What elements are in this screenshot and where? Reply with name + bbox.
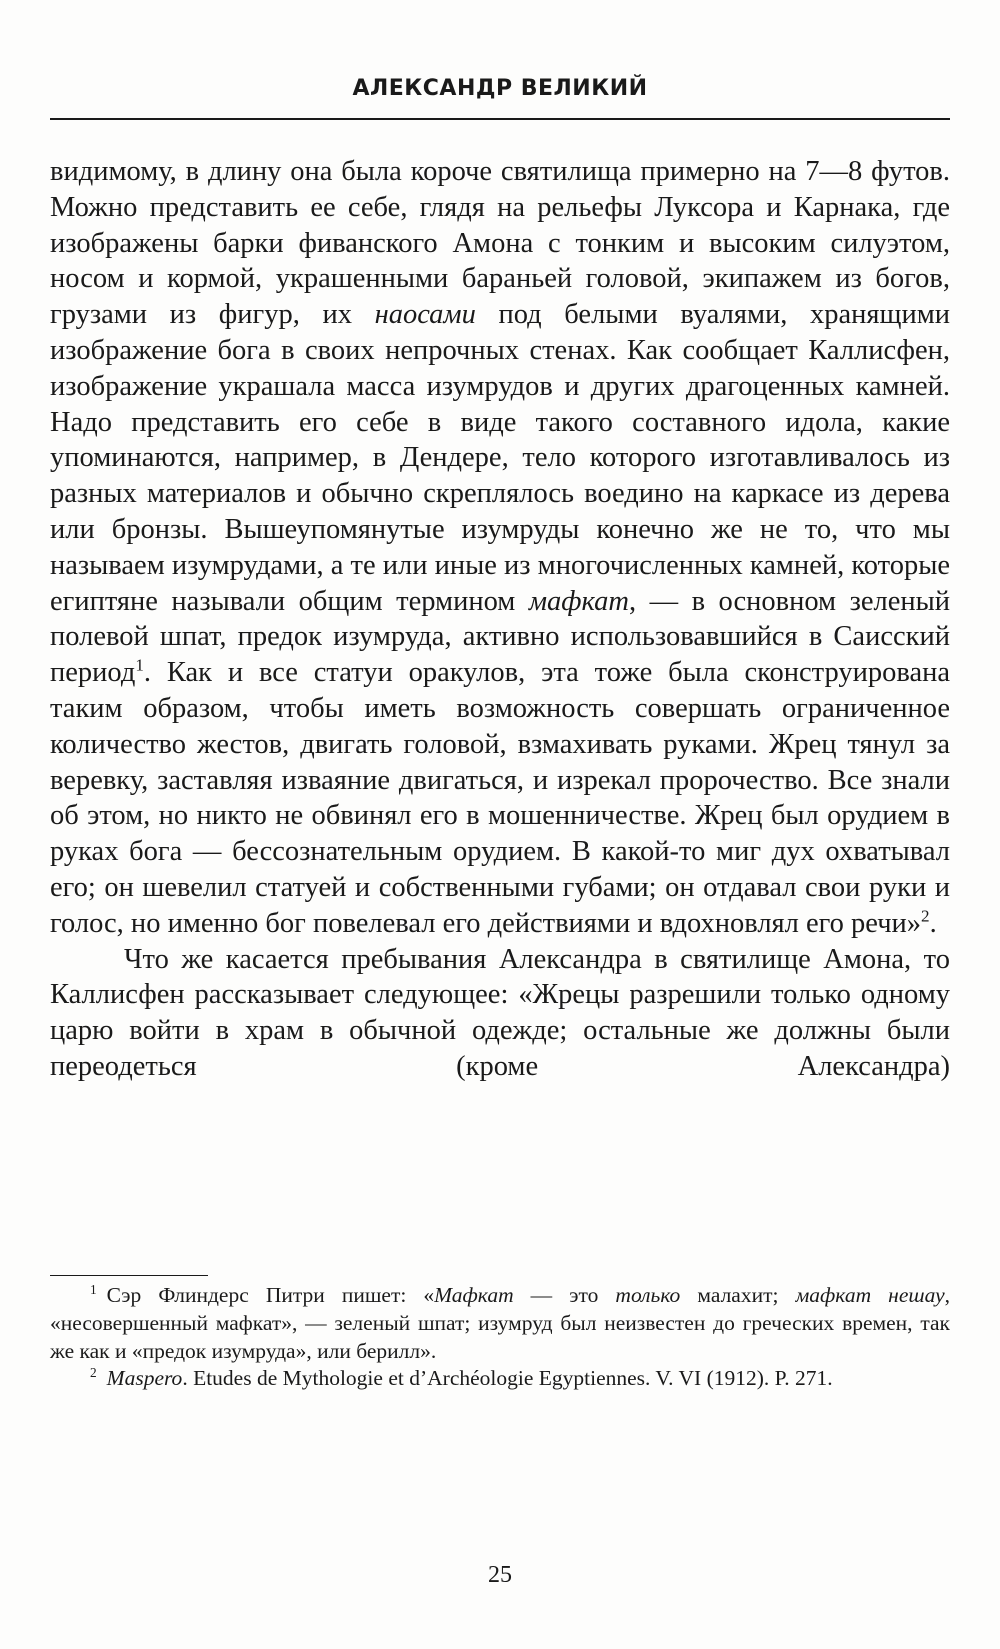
paragraph-1-italic-mafkat: мафкат — [528, 585, 629, 617]
footnote-1-text-3: малахит; — [680, 1283, 796, 1307]
page-number: 25 — [488, 1562, 512, 1588]
main-text — [50, 154, 950, 1085]
footnote-2 — [50, 1365, 950, 1393]
footnote-1 — [50, 1282, 950, 1365]
paragraph-1-text-3: , — в основном зеленый полевой шпат, предок изумруда, активно использовавшийся в Саисский период — [50, 585, 951, 689]
footnote-1-text-4: , «несовершенный мафкат», — зеленый шпат; изумруд был неизвестен до греческих времен, так же как и «предок изумруда», или берилл». — [50, 1283, 950, 1363]
paragraph-1-text-5: . — [929, 907, 937, 939]
footnote-2-text: . Etudes de Mythologie et d’Archéologie Egyptiennes. V. VI (1912). P. 271. — [182, 1366, 833, 1391]
paragraph-1-text-1: видимому, в длину она была короче святилища примерно на 7—8 футов. Можно представить ее себе, глядя на рельефы Луксора и Карнака, где изображены барки фиванского Амона с тонким и высоким силуэтом, носом и кормой, украшенными бараньей головой, экипажем из богов, грузами из фигур, их — [50, 156, 950, 331]
footnote-1-italic-1: Мафкат — [434, 1283, 514, 1307]
footnote-1-italic-2: только — [615, 1283, 681, 1307]
footnote-ref-2[interactable]: 2 — [921, 906, 930, 926]
footnote-2-mark: 2 — [90, 1365, 97, 1381]
running-title: АЛЕКСАНДР ВЕЛИКИЙ — [352, 76, 648, 101]
paragraph-1-italic-naosami: наосами — [374, 299, 476, 331]
footnote-ref-1[interactable]: 1 — [135, 655, 144, 675]
paragraph-1-text-2: под белыми вуалями, хранящими изображение бога в своих непрочных стенах. Как сообщает Каллисфен, изображение украшала масса изумрудов и других драгоценных камней. Надо представить его себе в виде такого составного идола, какие упоминаются, например, в Дендере, тело которого изготавливалось из разных материалов и обычно скреплялось воедино на каркасе из дерева или бронзы. Вышеупомянутые изумруды конечно же не то, что мы называем изумрудами, а те или иные из многочисленных камней, которые египтяне называли общим термином — [50, 299, 950, 617]
footnote-rule — [50, 1275, 208, 1276]
paragraph-2: Что же касается пребывания Александра в святилище Амона, то Каллисфен рассказывает следующее: «Жрецы разрешили только одному царю войти в храм в обычной одежде; остальные же должны были переодеться (кроме Александра) — [50, 943, 950, 1082]
footnote-1-text-2: — это — [513, 1283, 616, 1307]
paragraph-1 — [50, 154, 950, 942]
footnote-1-italic-3: мафкат нешау — [795, 1283, 945, 1307]
header-rule — [50, 118, 950, 120]
footnote-1-text-1: Сэр Флиндерс Питри пишет: « — [106, 1283, 435, 1307]
footnote-1-mark: 1 — [90, 1281, 97, 1297]
paragraph-1-text-4: . Как и все статуи оракулов, эта тоже была сконструирована таким образом, чтобы иметь возможность совершать ограниченное количество жестов, двигать головой, взмахивать руками. Жрец тянул за веревку, заставляя изваяние двигаться, и изрекал пророчество. Все знали об этом, но никто не обвинял его в мошенничестве. Жрец был орудием в руках бога — бессознательным орудием. В какой-то миг дух охватывал его; он шевелил статуей и собственными губами; он отдавал свои руки и голос, но именно бог повелевал его действиями и вдохновлял его речи» — [50, 657, 950, 939]
footnotes — [50, 1282, 950, 1393]
footnote-2-author: Maspero — [106, 1366, 183, 1391]
